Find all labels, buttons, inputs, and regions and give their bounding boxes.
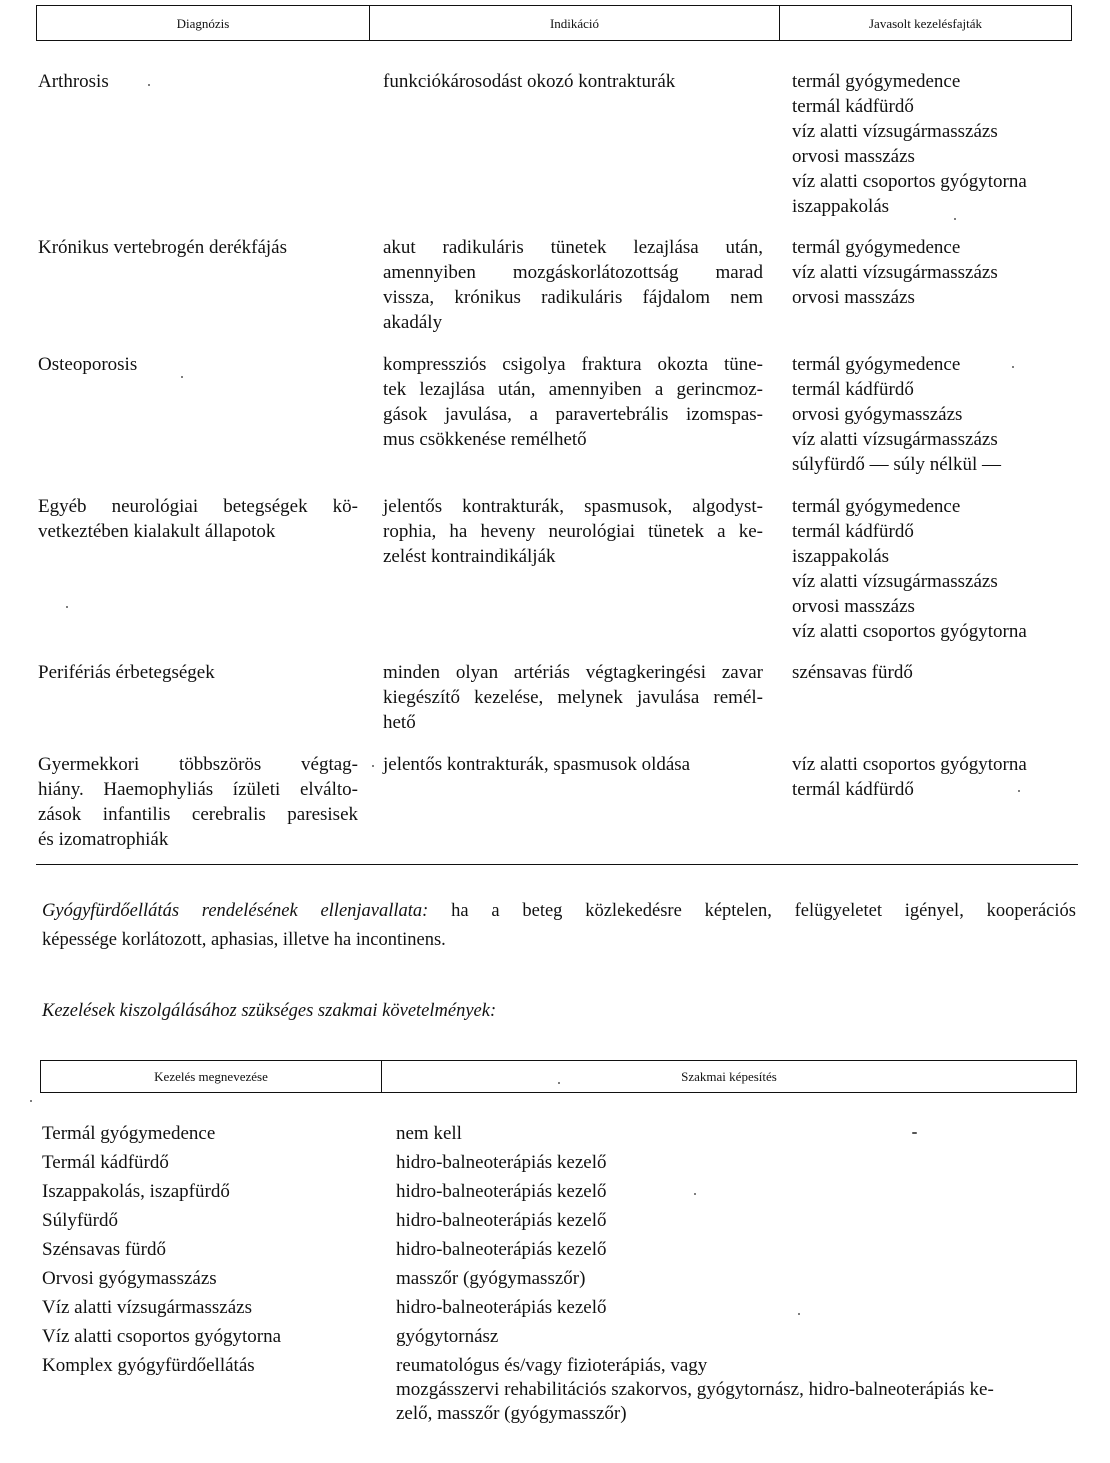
table1-bottom-rule [36, 864, 1078, 865]
treatments-cell: víz alatti csoportos gyógytorna termál kádfürdő [792, 754, 1027, 800]
table-row: Víz alatti vízsugármasszázs hidro-balneoterápiás kezelő [42, 1297, 607, 1318]
indication-cell: kompressziós csigolya fraktura okozta tüne- tek lezajlása után, amennyiben a gerincmoz- gások javulása, a paravertebrális izomspas- mus csökkenése remélhető [383, 354, 763, 450]
requirements-title: Kezelések kiszolgálásához szükséges szakmai követelmények: [42, 1001, 497, 1021]
header-diagnosis: Diagnózis [176, 15, 230, 31]
scan-speck [1018, 790, 1020, 792]
treatments-cell: szénsavas fürdő [792, 662, 913, 683]
scan-speck [181, 376, 183, 378]
table-row: Komplex gyógyfürdőellátás reumatológus és/vagy fizioterápiás, vagy mozgásszervi rehabilitációs szakorvos, gyógytornász, hidro-balneoterápiás ke- zelő, masszőr (gyógymasszőr) [42, 1355, 994, 1424]
header-treatment-name: Kezelés megnevezése [154, 1069, 268, 1084]
table1-header [36, 5, 1072, 41]
contraindication-paragraph: Gyógyfürdőellátás rendelésének ellenjavallata: ha a beteg közlekedésre képtelen, felügyeletet igényel, kooperációs képessége korlátozott, aphasias, illetve ha incontinens. [42, 901, 1076, 950]
treatments-cell: termál gyógymedence termál kádfürdő iszappakolás víz alatti vízsugármasszázs orvosi masszázs víz alatti csoportos gyógytorna [792, 496, 1027, 642]
diagnosis-cell: Krónikus vertebrogén derékfájás [38, 237, 288, 258]
scan-speck [558, 1082, 560, 1084]
table-row: Orvosi gyógymasszázs masszőr (gyógymasszőr) [42, 1268, 586, 1289]
treatments-cell: termál gyógymedence termál kádfürdő orvosi gyógymasszázs víz alatti vízsugármasszázs súlyfürdő — súly nélkül — [792, 354, 1001, 475]
table-row: Súlyfürdő hidro-balneoterápiás kezelő [42, 1210, 607, 1231]
indication-cell: jelentős kontrakturák, spasmusok, algodyst- rophia, ha heveny neurológiai tünetek a ke- zelést kontraindikálják [383, 496, 763, 567]
indication-cell: akut radikuláris tünetek lezajlása után, amennyiben mozgáskorlátozottság marad vissza, krónikus radikuláris fájdalom nem akadály [383, 237, 763, 333]
header-indication: Indikáció [369, 6, 779, 40]
scan-speck [1012, 366, 1014, 368]
diagnosis-cell: Osteoporosis [38, 354, 138, 375]
header-treatments: Javasolt kezelésfajták [779, 6, 1071, 40]
diagnosis-cell: Perifériás érbetegségek [38, 662, 215, 683]
table-row: Iszappakolás, iszapfürdő hidro-balneoterápiás kezelő [42, 1181, 607, 1202]
table-row: Szénsavas fürdő hidro-balneoterápiás kezelő [42, 1239, 607, 1260]
scan-speck [148, 84, 150, 86]
table-row: Termál kádfürdő hidro-balneoterápiás kezelő [42, 1152, 607, 1173]
diagnosis-cell: Egyéb neurológiai betegségek kö- vetkeztében kialakult állapotok [38, 496, 358, 542]
table-row: Víz alatti csoportos gyógytorna gyógytornász [42, 1326, 499, 1347]
scan-speck [694, 1193, 696, 1195]
indication-cell: funkciókárosodást okozó kontrakturák [383, 71, 676, 92]
contraindication-label: Gyógyfürdőellátás rendelésének ellenjavallata: [42, 901, 429, 921]
treatments-cell: termál gyógymedence termál kádfürdő víz alatti vízsugármasszázs orvosi masszázs víz alatti csoportos gyógytorna iszappakolás [792, 71, 1027, 217]
header-qualification: Szakmai képesítés [381, 1061, 1076, 1092]
table-row: Termál gyógymedence nem kell [42, 1123, 462, 1144]
treatments-cell: termál gyógymedence víz alatti vízsugármasszázs orvosi masszázs [792, 237, 998, 308]
indication-cell: minden olyan artériás végtagkeringési zavar kiegészítő kezelése, melynek javulása remél- hető [383, 662, 763, 733]
table2-header [40, 1060, 1077, 1093]
scan-speck [66, 606, 68, 608]
scan-speck [912, 1132, 917, 1134]
scan-speck [30, 1100, 32, 1102]
diagnosis-cell: Gyermekkori többszörös végtag- hiány. Haemophyliás ízületi elválto- zások infantilis cerebralis paresisek és izomatrophiák [38, 754, 358, 850]
indication-cell: jelentős kontrakturák, spasmusok oldása [383, 754, 691, 775]
scan-speck [798, 1313, 800, 1315]
scan-speck [372, 765, 374, 767]
diagnosis-cell: Arthrosis [38, 71, 109, 92]
scan-speck [954, 218, 956, 220]
